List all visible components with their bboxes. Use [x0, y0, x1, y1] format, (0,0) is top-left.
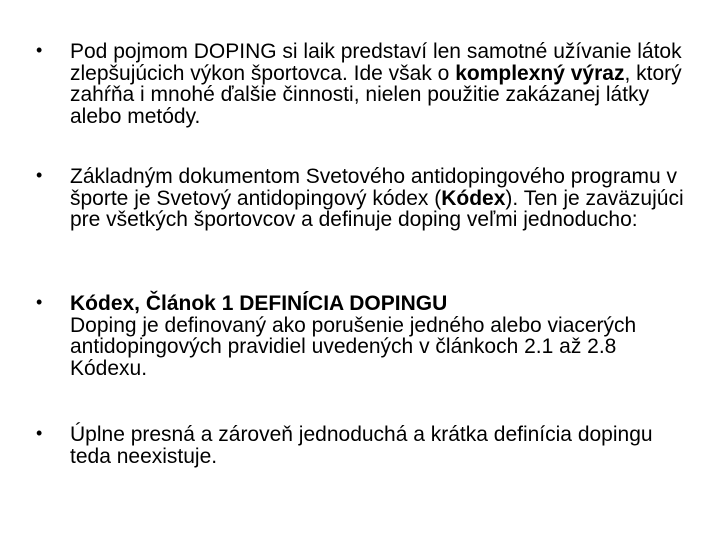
bullet-marker: •	[36, 423, 43, 443]
bullet-item-wada-code	[36, 166, 696, 231]
text-segment: ). Ten je zaväzujúci pre všetkých športovcov a definuje doping veľmi jednoducho:	[70, 186, 684, 231]
bullet-item-conclusion	[36, 424, 696, 467]
bullet-item-definition	[36, 293, 696, 379]
text-segment: Základným dokumentom Svetového antidopingového programu v športe je Svetový antidopingový kódex (	[70, 165, 678, 210]
bullet-marker: •	[36, 292, 43, 312]
text-segment: Pod pojmom DOPING si laik predstaví len samotné užívanie látok zlepšujúcich výkon športovca. Ide však o	[70, 40, 682, 85]
bullet-marker: •	[36, 165, 43, 185]
bullet-text	[70, 41, 696, 127]
bullet-text: Úplne presná a zároveň jednoduchá a krátka definícia dopingu teda neexistuje.	[70, 423, 653, 468]
bold-phrase: Kódex	[441, 186, 506, 210]
bullet-text	[70, 293, 696, 379]
bullet-text	[70, 166, 696, 231]
text-segment: , ktorý zahŕňa i mnohé ďalšie činnosti, nielen použitie zakázanej látky alebo metódy.	[70, 61, 682, 128]
bold-phrase: komplexný výraz	[455, 61, 625, 85]
definition-text: Doping je definovaný ako porušenie jedného alebo viacerých antidopingových pravidiel uvedených v článkoch 2.1 až 2.8 Kódexu.	[70, 313, 637, 380]
definition-heading: Kódex, Článok 1 DEFINÍCIA DOPINGU	[70, 292, 448, 315]
bullet-marker: •	[36, 40, 43, 60]
bullet-item-doping-concept	[36, 41, 696, 127]
